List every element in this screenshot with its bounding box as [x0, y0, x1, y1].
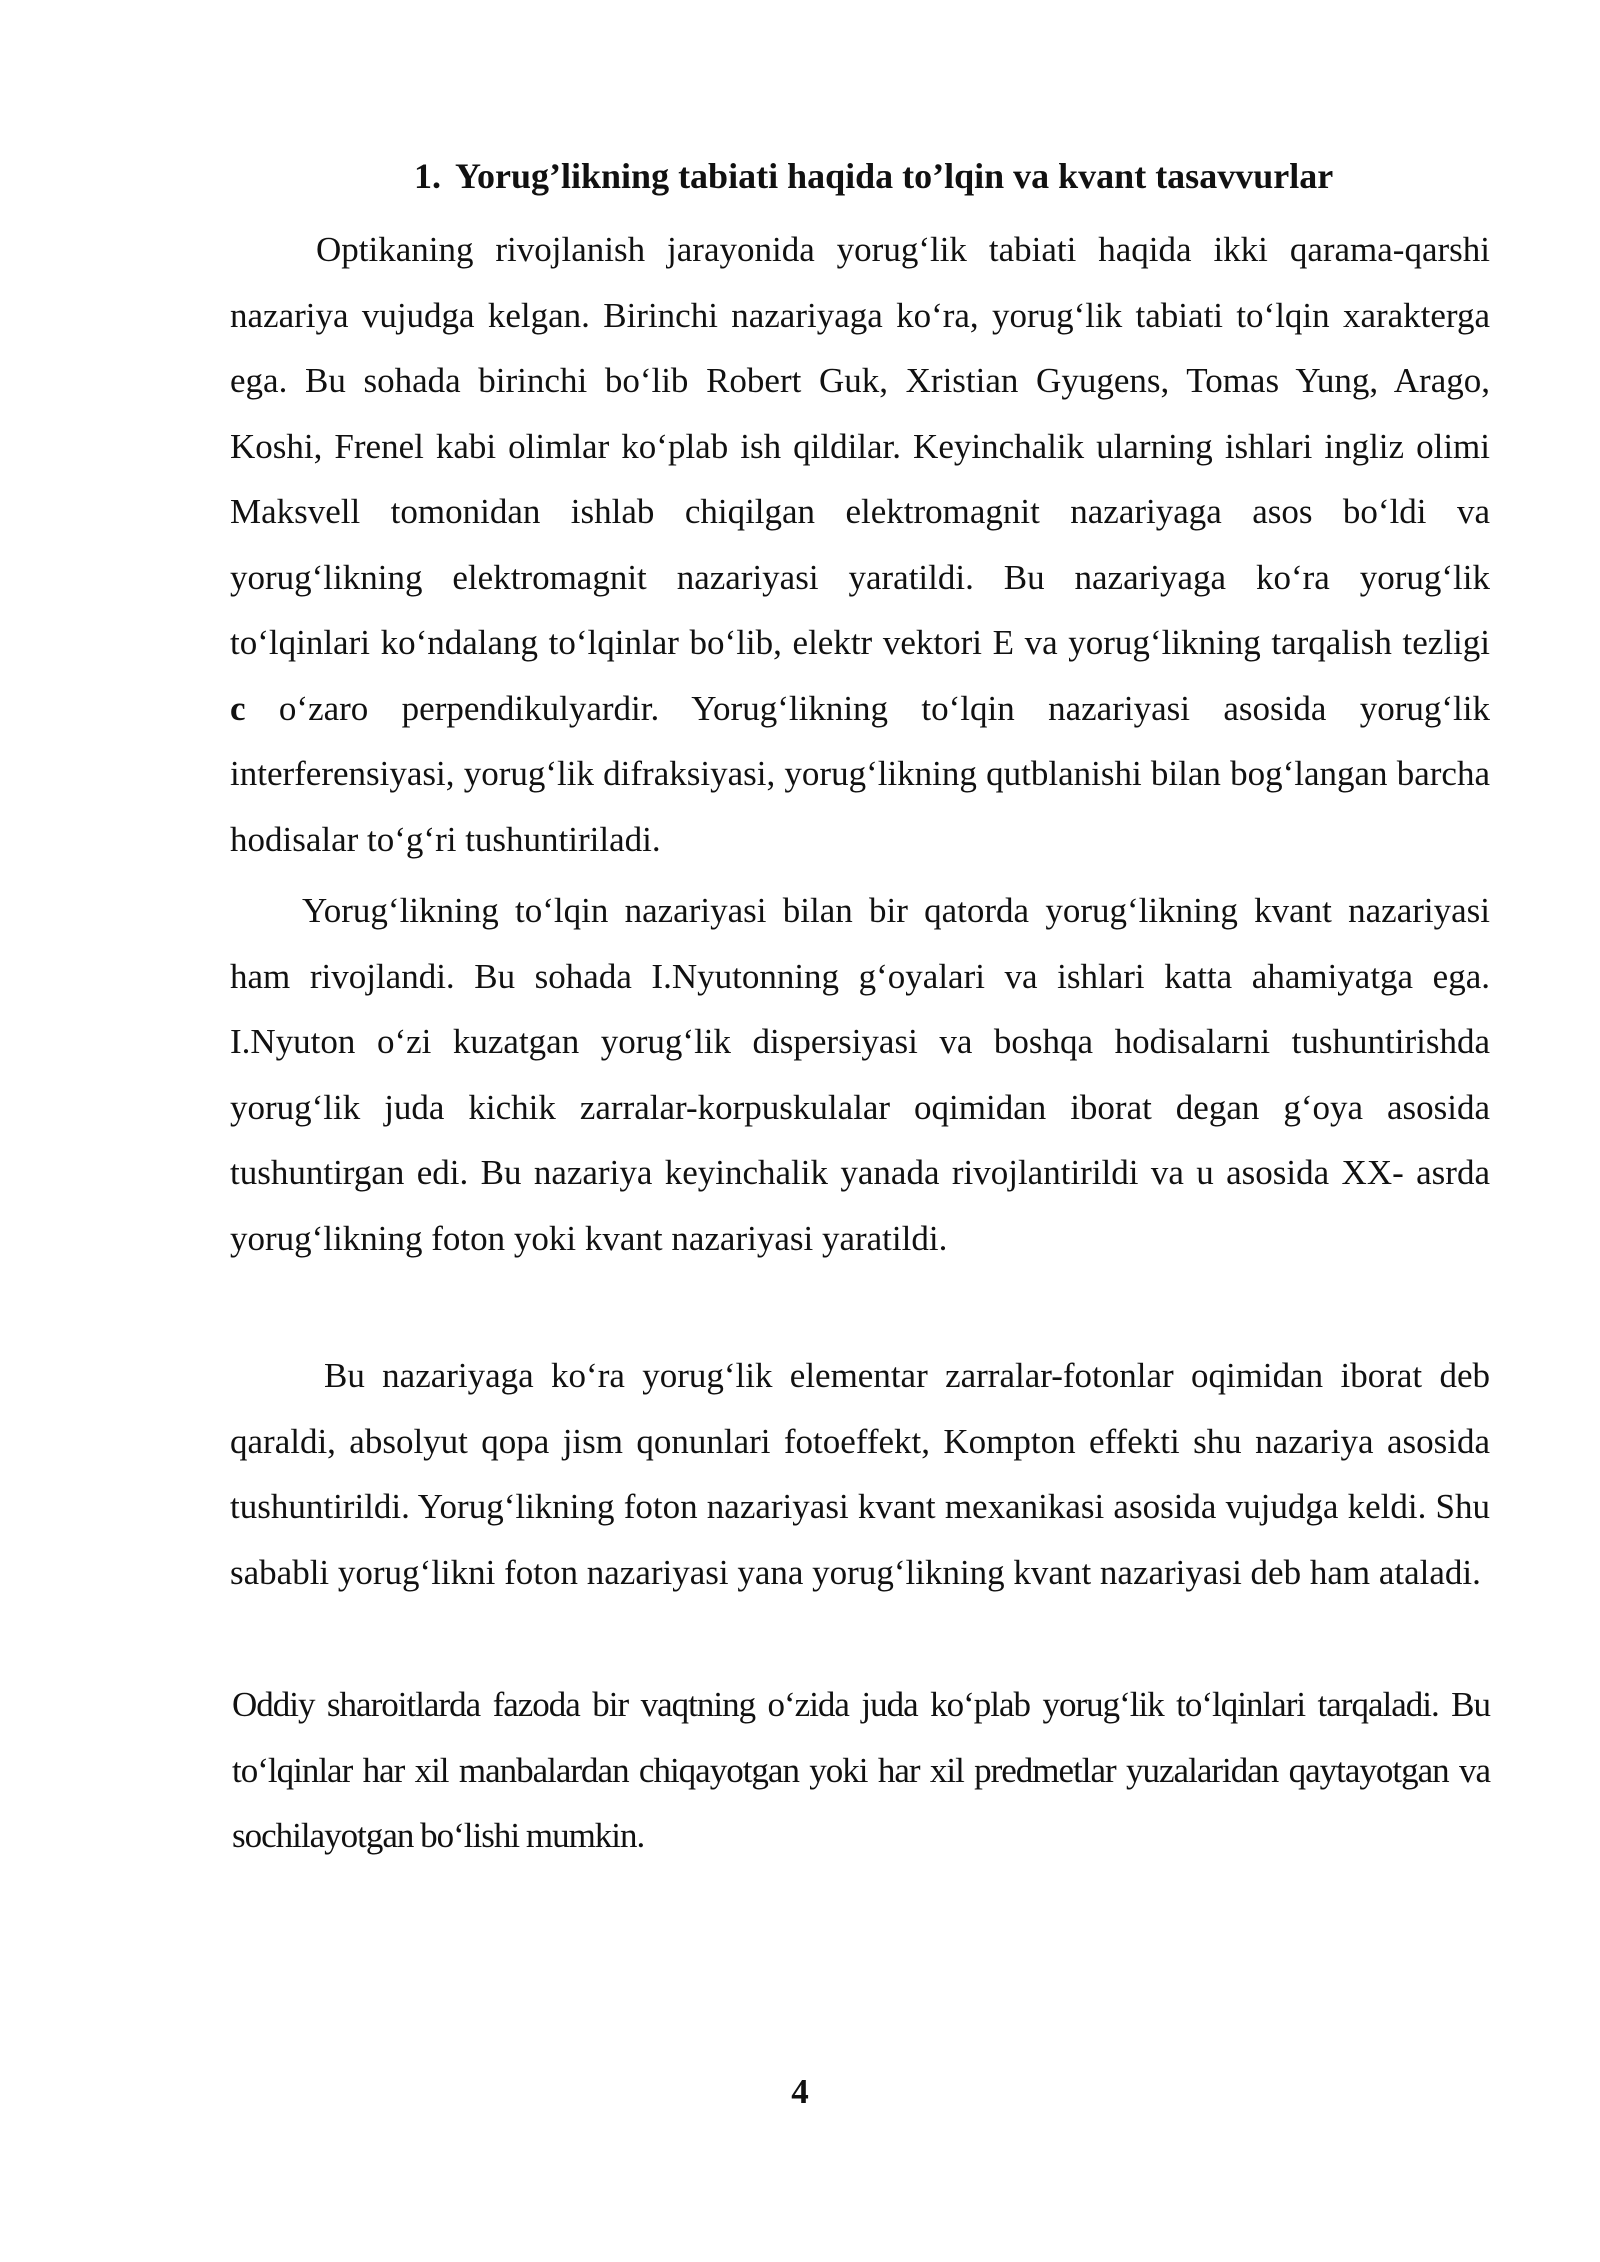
- page-number: 4: [791, 2072, 809, 2111]
- paragraph-photon-theory: Bu nazariyaga ko‘ra yorug‘lik elementar zarralar-fotonlar oqimidan iborat deb qaraldi, absolyut qopa jism qonunlari fotoeffekt, Kompton effekti shu nazariya asosida tushuntirildi. Yorug‘likning foton nazariyasi kvant mexanikasi asosida vujudga keldi. Shu sababli yorug‘likni foton nazariyasi yana yorug‘likning kvant nazariyasi deb ham ataladi.: [230, 1356, 1490, 1592]
- paragraph-quantum-theory: Yorug‘likning to‘lqin nazariyasi bilan bir qatorda yorug‘likning kvant nazariyasi ham rivojlandi. Bu sohada I.Nyutonning g‘oyalari va ishlari katta ahamiyatga ega. I.Nyuton o‘zi kuzatgan yorug‘lik dispersiyasi va boshqa hodisalarni tushuntirishda yorug‘lik juda kichik zarralar-korpuskulalar oqimidan iborat degan g‘oya asosida tushuntirgan edi. Bu nazariya keyinchalik yanada rivojlantirildi va u asosida XX- asrda yorug‘likning foton yoki kvant nazariyasi yaratildi.: [230, 891, 1490, 1258]
- section-title: Yorug’likning tabiati haqida to’lqin va kvant tasavvurlar: [455, 156, 1334, 196]
- paragraph-wave-propagation: Oddiy sharoitlarda fazoda bir vaqtning o‘zida juda ko‘plab yorug‘lik to‘lqinlari tarqaladi. Bu to‘lqinlar har xil manbalardan chiqayotgan yoki har xil predmetlar yuzalaridan qaytayotgan va sochilayotgan bo‘lishi mumkin.: [232, 1685, 1490, 1855]
- paragraph-wave-theory: [230, 217, 1490, 872]
- section-heading: [414, 150, 1333, 202]
- section-number: 1.: [414, 156, 441, 196]
- paragraph-text: Optikaning rivojlanish jarayonida yorug‘lik tabiati haqida ikki qarama-qarshi nazariya vujudga kelgan. Birinchi nazariyaga ko‘ra, yorug‘lik tabiati to‘lqin xarakterga ega. Bu sohada birinchi bo‘lib Robert Guk, Xristian Gyugens, Tomas Yung, Arago, Koshi, Frenel kabi olimlar ko‘plab ish qildilar. Keyinchalik ularning ishlari ingliz olimi Maksvell tomonidan ishlab chiqilgan elektromagnit nazariyaga asos bo‘ldi va yorug‘likning elektromagnit nazariyasi yaratildi. Bu nazariyaga ko‘ra yorug‘lik to‘lqinlari ko‘ndalang to‘lqinlar bo‘lib, elektr vektori E va yorug‘likning tarqalish tezligi: [230, 230, 1490, 662]
- paragraph-text: o‘zaro perpendikulyardir. Yorug‘likning to‘lqin nazariyasi asosida yorug‘lik interferensiyasi, yorug‘lik difraksiyasi, yorug‘likning qutblanishi bilan bog‘langan barcha hodisalar to‘g‘ri tushuntiriladi.: [230, 688, 1490, 859]
- speed-of-light-symbol: c: [230, 688, 246, 728]
